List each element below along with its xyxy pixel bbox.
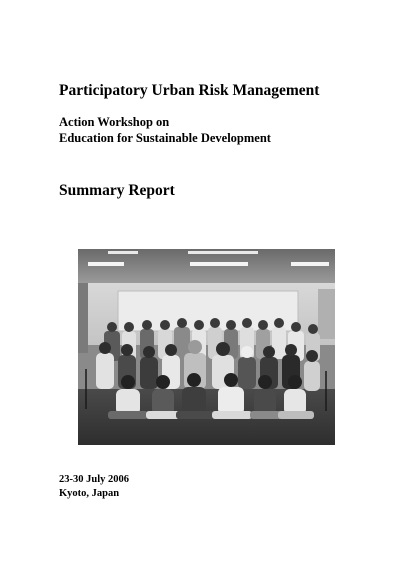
report-type-heading: Summary Report xyxy=(59,182,175,199)
subtitle-line-1: Action Workshop on xyxy=(59,115,170,129)
date-location-block xyxy=(59,473,129,501)
group-photo xyxy=(78,249,335,445)
workshop-date: 23-30 July 2006 xyxy=(59,474,130,485)
report-title: Participatory Urban Risk Management xyxy=(59,82,320,99)
subtitle-line-2: Education for Sustainable Development xyxy=(59,131,271,145)
workshop-subtitle xyxy=(59,114,271,146)
workshop-location: Kyoto, Japan xyxy=(59,488,120,499)
